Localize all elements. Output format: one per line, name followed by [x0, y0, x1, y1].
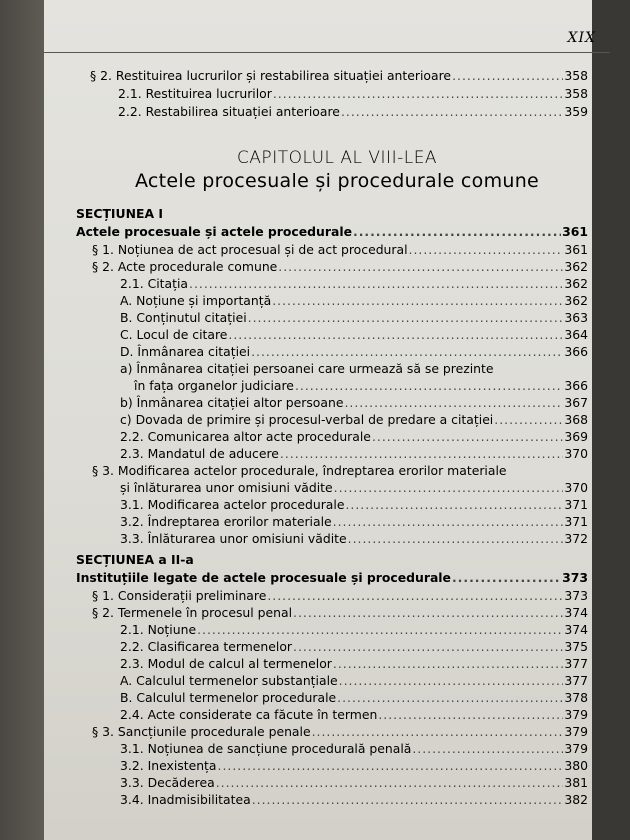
chapter-label: CAPITOLUL AL VIII-LEA: [236, 148, 438, 168]
toc-entry: 3.1. Modificarea actelor procedurale ..... 371: [120, 497, 588, 513]
toc-entry: 2.4. Acte considerate ca făcute în termen ..... 379: [120, 707, 588, 723]
toc-entry: § 2. Termenele în procesul penal ..... 374: [92, 605, 588, 621]
toc-entry: 2.1. Citația ..... 362: [120, 276, 588, 292]
toc-entry: 2.3. Mandatul de aducere ..... 370: [120, 446, 588, 462]
toc-entry: § 3. Sancțiunile procedurale penale ..... 379: [92, 724, 588, 740]
toc-entry: 2.2. Comunicarea altor acte procedurale ..... 369: [120, 429, 588, 445]
toc-entry: 3.4. Inadmisibilitatea ..... 382: [120, 792, 588, 808]
page-gutter: [0, 0, 44, 840]
section-title-entry: Actele procesuale și actele procedurale ..... 361: [76, 224, 588, 240]
toc-entry-line1: a) Înmânarea citației persoanei care urmează să se prezinte: [120, 361, 494, 376]
toc-entry: A. Noțiune și importanță ..... 362: [120, 293, 588, 309]
section-label: SECȚIUNEA a II-a: [76, 552, 194, 567]
toc-entry: A. Calculul termenelor substanțiale ..... 377: [120, 673, 588, 689]
toc-entry: C. Locul de citare ..... 364: [120, 327, 588, 343]
toc-entry: 2.1. Noțiune ..... 374: [120, 622, 588, 638]
toc-entry: 2.3. Modul de calcul al termenelor ..... 377: [120, 656, 588, 672]
toc-entry: b) Înmânarea citației altor persoane ..... 367: [120, 395, 588, 411]
toc-entry: 3.3. Înlăturarea unor omisiuni vădite ..... 372: [120, 531, 588, 547]
toc-entry: 3.2. Îndreptarea erorilor materiale ..... 371: [120, 514, 588, 530]
toc-entry-line1: § 3. Modificarea actelor procedurale, îndreptarea erorilor materiale: [92, 463, 507, 478]
section-title-entry: Instituțiile legate de actele procesuale și procedurale ..... 373: [76, 570, 588, 586]
toc-entry: B. Calculul termenelor procedurale ..... 378: [120, 690, 588, 706]
toc-entry: c) Dovada de primire și procesul-verbal de predare a citației ..... 368: [120, 412, 588, 428]
toc-entry: § 1. Noțiunea de act procesual și de act procedural ..... 361: [92, 242, 588, 258]
chapter-title: Actele procesuale și procedurale comune: [134, 170, 540, 192]
toc-entry: 3.2. Inexistența ..... 380: [120, 758, 588, 774]
toc-entry: 2.2. Restabilirea situației anterioare ..... 359: [118, 104, 588, 120]
toc-entry: D. Înmânarea citației ..... 366: [120, 344, 588, 360]
page-number: XIX: [567, 30, 596, 46]
toc-entry: și înlăturarea unor omisiuni vădite ..... 370: [120, 480, 588, 496]
toc-entry: 2.1. Restituirea lucrurilor ..... 358: [118, 86, 588, 102]
toc-entry: 3.3. Decăderea ..... 381: [120, 775, 588, 791]
toc-entry: în fața organelor judiciare ..... 366: [134, 378, 588, 394]
toc-entry: 3.1. Noțiunea de sancțiune procedurală penală ..... 379: [120, 741, 588, 757]
toc-entry: § 2. Acte procedurale comune ..... 362: [92, 259, 588, 275]
section-label: SECȚIUNEA I: [76, 206, 163, 221]
toc-entry: B. Conținutul citației ..... 363: [120, 310, 588, 326]
toc-entry: § 1. Considerații preliminare ..... 373: [92, 588, 588, 604]
header-rule: [44, 52, 610, 53]
toc-entry: § 2. Restituirea lucrurilor și restabilirea situației anterioare ..... 358: [90, 68, 588, 84]
toc-entry: 2.2. Clasificarea termenelor ..... 375: [120, 639, 588, 655]
